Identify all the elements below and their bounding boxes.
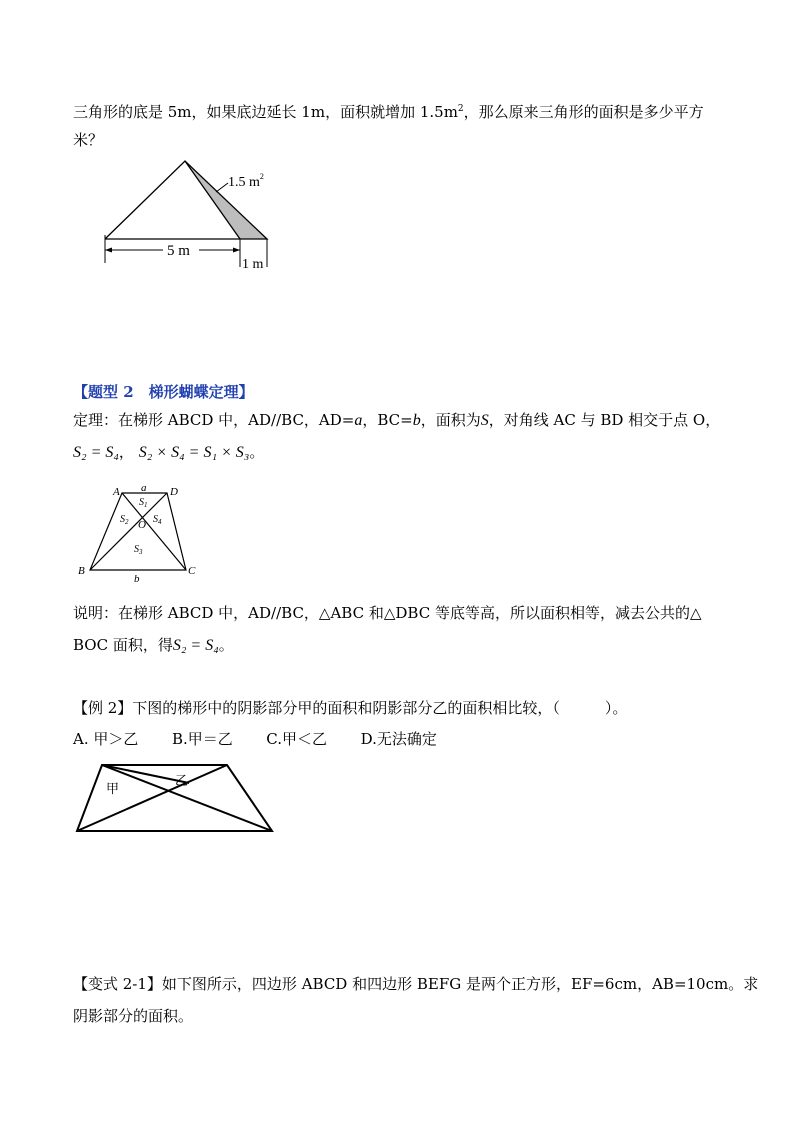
ext-label: 1 m bbox=[242, 257, 264, 272]
label-b: b bbox=[134, 573, 140, 585]
label-a: a bbox=[141, 482, 147, 494]
base-label: 5 m bbox=[167, 243, 190, 259]
label-jia: 甲 bbox=[106, 781, 120, 796]
topic2-heading: 【题型 2 梯形蝴蝶定理】 bbox=[73, 383, 254, 401]
svg-text:1.5 m2: 1.5 $m^2$ bbox=[228, 172, 264, 190]
option-a[interactable]: A. 甲＞乙 bbox=[73, 730, 139, 748]
explain-line1: 说明：在梯形 ABCD 中，AD//BC，△ABC 和△DBC 等底等高，所以面积相等，减去公共的△ bbox=[73, 604, 702, 622]
point-B: B bbox=[78, 565, 85, 577]
trapezoid-butterfly-figure bbox=[75, 480, 205, 585]
region-S3: $S_3$ bbox=[134, 544, 143, 556]
point-A: A bbox=[113, 486, 120, 498]
example2-options bbox=[73, 729, 437, 749]
problem1-text-line2: 米？ bbox=[73, 131, 104, 149]
theorem-line1: 定理：在梯形 ABCD 中，AD//BC，AD=a，BC=b，面积为S，对角线 AC 与 BD 相交于点 O， bbox=[73, 411, 721, 429]
point-C: C bbox=[188, 565, 196, 577]
option-d[interactable]: D.无法确定 bbox=[360, 730, 437, 748]
region-S2: $S_2$ bbox=[120, 514, 129, 526]
theorem-line2: S₂ = S₄， S₂ × S₄ = S₁ × S₃。 bbox=[73, 443, 265, 461]
region-S1: $S_1$ bbox=[139, 497, 148, 509]
relation-1: S₂ = S₄ bbox=[73, 444, 119, 461]
example2-trapezoid-figure bbox=[72, 760, 277, 838]
region-S4: $S_4$ bbox=[153, 514, 162, 526]
option-b[interactable]: B.甲＝乙 bbox=[171, 730, 233, 748]
point-O: O bbox=[138, 519, 146, 531]
variant21-line1: 【变式 2-1】如下图所示，四边形 ABCD 和四边形 BEFG 是两个正方形，EF=6cm，AB=10cm。求 bbox=[73, 975, 759, 993]
triangle-figure bbox=[95, 155, 285, 275]
explain-line2: BOC 面积，得S₂ = S₄。 bbox=[73, 636, 234, 654]
option-c[interactable]: C.甲＜乙 bbox=[266, 730, 328, 748]
relation-2: S₂ × S₄ = S₁ × S₃ bbox=[138, 444, 250, 461]
variant21-line2: 阴影部分的面积。 bbox=[73, 1007, 194, 1025]
example2-question: 【例 2】下图的梯形中的阴影部分甲的面积和阴影部分乙的面积相比较，（ ）。 bbox=[73, 699, 628, 717]
label-yi: 乙 bbox=[175, 773, 189, 788]
point-D: D bbox=[170, 486, 178, 498]
problem1-text-line1: 三角形的底是 5m，如果底边延长 1m，面积就增加 $1.5m^2$，那么原来三角形的面积是多少平方 bbox=[73, 103, 704, 121]
